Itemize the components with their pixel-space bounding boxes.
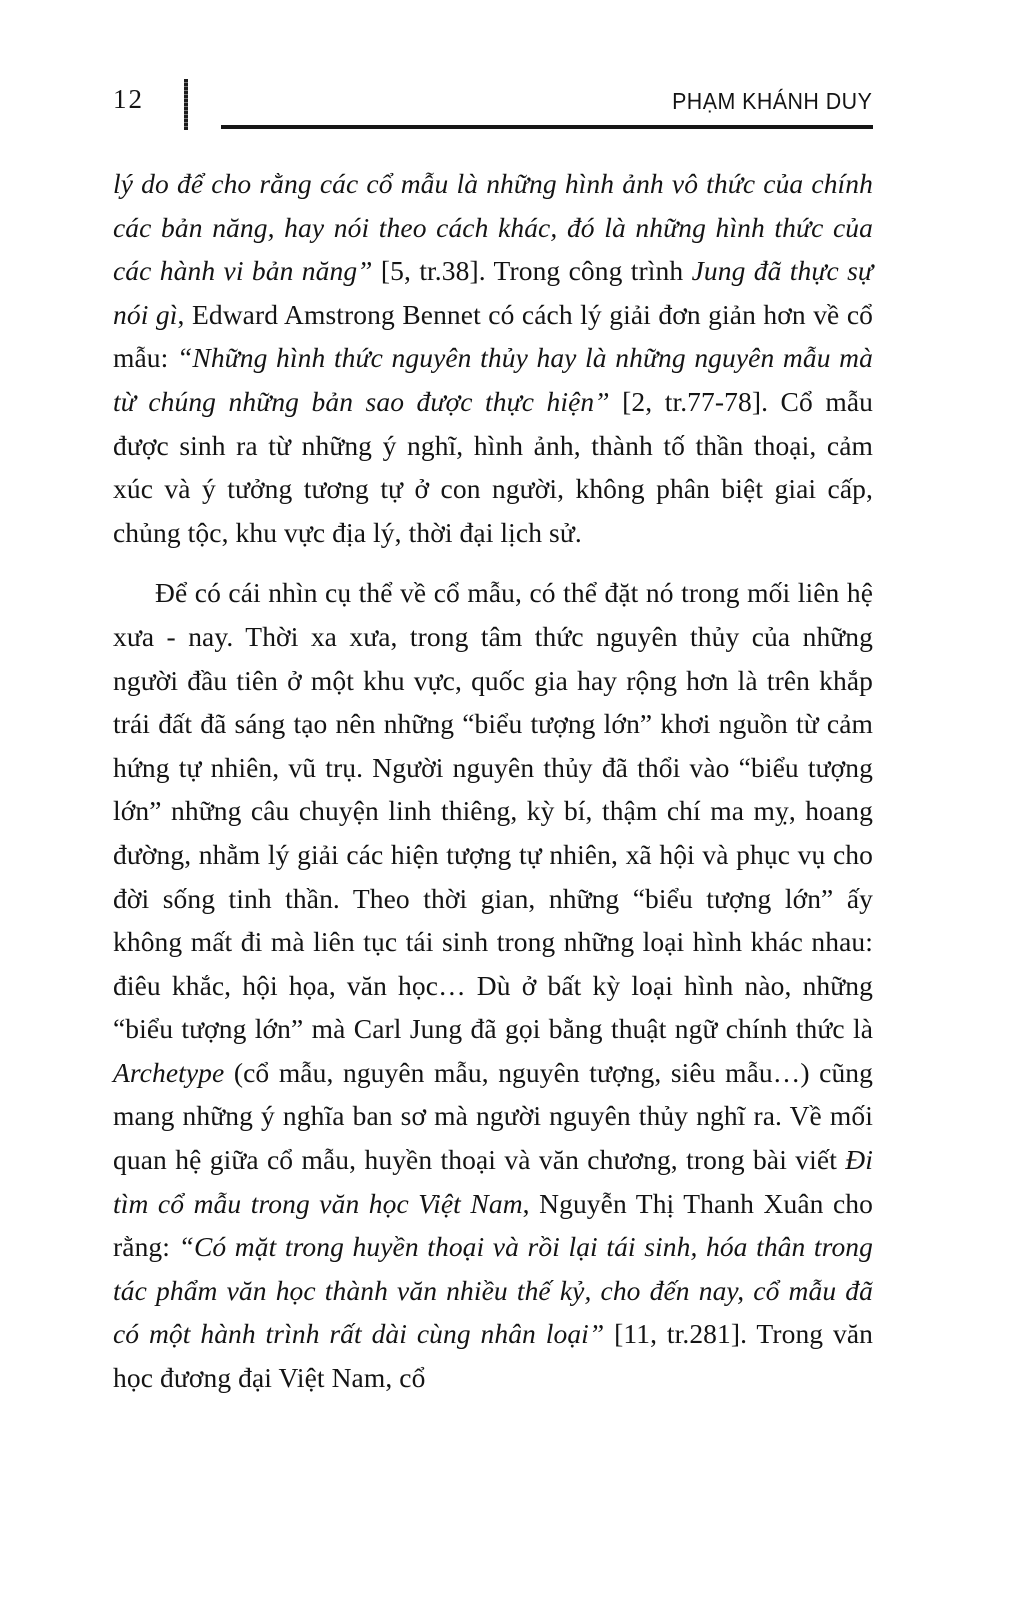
text-run: Để có cái nhìn cụ thể về cổ mẫu, có thể đặt nó trong mối liên hệ xưa - nay. Thời xa xưa, trong tâm thức nguyên thủy của những người đầu tiên ở một khu vực, quốc gia hay rộng hơn là trên khắp trái đất đã sáng tạo nên những “biểu tượng lớn” khơi nguồn từ cảm hứng tự nhiên, vũ trụ. Người nguyên thủy đã thổi vào “biểu tượng lớn” những câu chuyện linh thiêng, kỳ bí, thậm chí ma mỵ, hoang đường, nhằm lý giải các hiện tượng tự nhiên, xã hội và phục vụ cho đời sống tinh thần. Theo thời gian, những “biểu tượng lớn” ấy không mất đi mà liên tục tái sinh trong những loại hình khác nhau: điêu khắc, hội họa, văn học… Dù ở bất kỳ loại hình nào, những “biểu tượng lớn” mà Carl Jung đã gọi bằng thuật ngữ chính thức là <box>113 577 873 1045</box>
running-head-author: PHẠM KHÁNH DUY <box>671 88 872 114</box>
text-run: [11, tr.281]. Trong văn học đương đại Việt Nam, cổ <box>113 1318 873 1394</box>
text-run: (cổ mẫu, nguyên mẫu, nguyên tượng, siêu mẫu…) cũng mang những ý nghĩa ban sơ mà người nguyên thủy nghĩ ra. Về mối quan hệ giữa cổ mẫu, huyền thoại và văn chương, trong bài viết <box>113 1056 873 1176</box>
text-run: “Có mặt trong huyền thoại và rồi lại tái sinh, hóa thân trong tác phẩm văn học thành văn nhiều thế kỷ, cho đến nay, cổ mẫu đã có một hành trình rất dài cùng nhân loại” <box>113 1231 873 1350</box>
text-run: , Nguyễn Thị Thanh Xuân cho rằng: <box>113 1187 873 1263</box>
text-run: Đi tìm cổ mẫu trong văn học Việt Nam <box>113 1144 873 1219</box>
text-run: Jung đã thực sự nói gì <box>113 255 873 330</box>
text-run: lý do để cho rằng các cổ mẫu là những hình ảnh vô thức của chính các bản năng, hay nói theo cách khác, đó là những hình thức của các hành vi bản năng” <box>113 168 873 287</box>
text-run: , Edward Amstrong Bennet có cách lý giải đơn giản hơn về cổ mẫu: <box>113 298 873 374</box>
page-number: 12 <box>113 84 144 114</box>
paragraph <box>113 571 873 1399</box>
body-text <box>113 162 873 1400</box>
text-run: [5, tr.38]. Trong công trình <box>372 255 692 287</box>
text-run: Archetype <box>113 1056 225 1088</box>
text-run: [2, tr.77-78]. Cổ mẫu được sinh ra từ những ý nghĩ, hình ảnh, thành tố thần thoại, cảm xúc và ý tưởng tương tự ở con người, không phân biệt giai cấp, chủng tộc, khu vực địa lý, thời đại lịch sử. <box>113 385 873 548</box>
header-divider-bar <box>184 79 188 130</box>
text-run: “Những hình thức nguyên thủy hay là những nguyên mẫu mà từ chúng những bản sao được thực hiện” <box>113 342 873 417</box>
paragraph <box>113 162 873 554</box>
header-rule <box>221 125 873 129</box>
